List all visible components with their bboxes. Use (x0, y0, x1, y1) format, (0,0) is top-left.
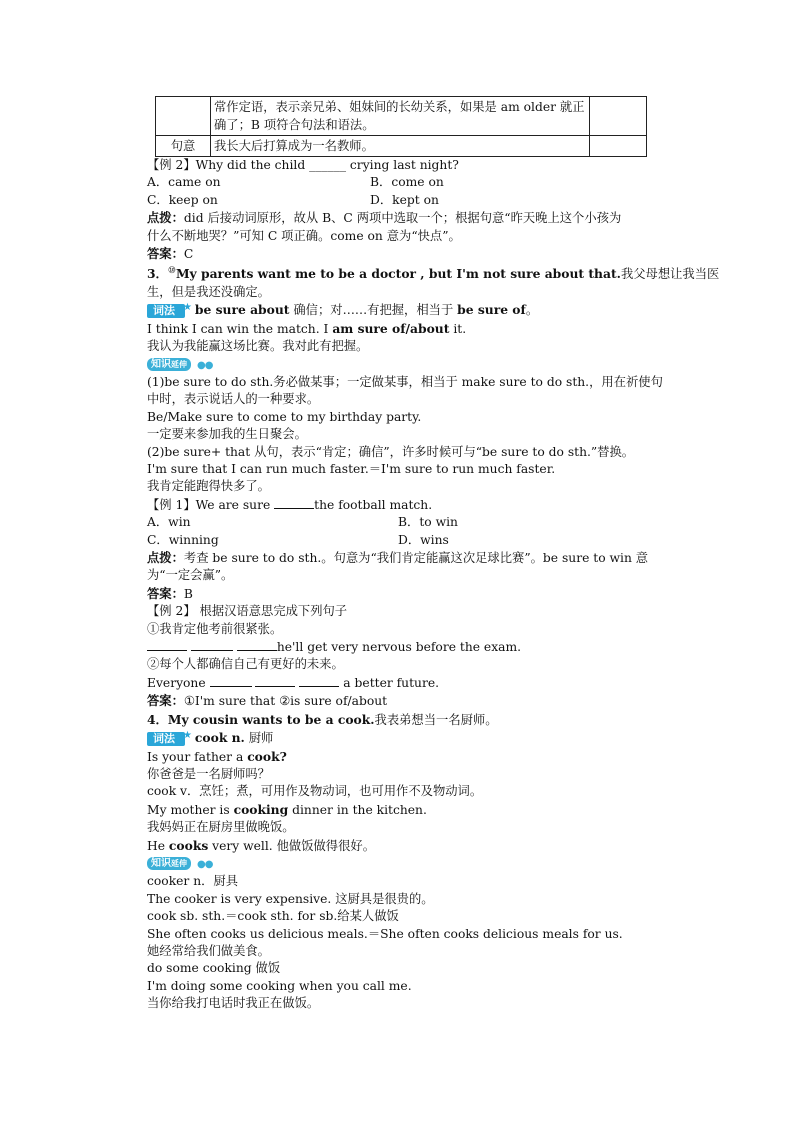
ext-line: 当你给我打电话时我正在做饭。 (147, 996, 320, 1011)
ext-line: (2)be sure+ that 从句，表示“肯定；确信”，许多时候可与“be sure to do sth.”替换。 (147, 444, 635, 459)
sentence-number: 4． (147, 711, 168, 727)
answer-blank (255, 674, 295, 687)
answer-line (147, 692, 677, 710)
example-bold: am sure of/about (332, 320, 450, 336)
knowledge-badge (147, 358, 191, 371)
ext-line: 中时，表示说话人的一种要求。 (147, 392, 320, 407)
ext-line: (1)be sure to do sth.务必做某事；一定做某事，相当于 make sure to do sth.，用在祈使句 (147, 374, 663, 389)
vocab-meaning: 厨师 (244, 731, 274, 746)
answer-value: C (183, 247, 194, 262)
hint-line (147, 209, 677, 227)
vocab-example (147, 748, 677, 766)
hint-label: 点拨： (147, 210, 184, 226)
example-text: He (147, 838, 169, 853)
example-options-row (147, 192, 677, 209)
example-options-row (147, 174, 677, 191)
ext-line: The cooker is very expensive. 这厨具是很贵的。 (147, 891, 434, 906)
knowledge-ext-heading (147, 356, 677, 374)
vocab-example (147, 837, 677, 855)
item-1-cn: ①我肯定他考前很紧张。 (147, 621, 283, 636)
ext-example-cn: 一定要来参加我的生日聚会。 (147, 427, 307, 442)
dots-icon: ●● (197, 858, 213, 870)
example-text-end: it. (449, 321, 467, 336)
punct: 。 (525, 303, 539, 318)
table-cell: 常作定语，表示亲兄弟、姐妹间的长幼关系，如果是 am older 就正确了；B 项符合句法和语法。 (211, 97, 590, 136)
ext-line: 她经常给我们做美食。 (147, 943, 270, 958)
option-a: A．win (147, 515, 191, 530)
vocab-example (147, 320, 677, 338)
table-cell (590, 97, 647, 136)
option-c: C．winning (147, 532, 219, 547)
hint-line-2: 什么不断地哭？”可知 C 项正确。come on 意为“快点”。 (147, 228, 461, 243)
answer-blank (237, 638, 277, 651)
sentence-chinese: 我父母想让我当医 (620, 267, 720, 282)
table-row (156, 136, 647, 157)
answer-value: ①I'm sure that ②is sure of/about (183, 694, 388, 709)
knowledge-badge (147, 857, 191, 870)
ext-example: I'm sure that I can run much faster.＝I'm sure to run much faster. (147, 462, 556, 476)
example-bold: cooking (233, 801, 289, 817)
question-text: 【例 1】We are sure (147, 497, 275, 512)
answer-label: 答案： (147, 246, 184, 262)
option-c: C．keep on (147, 192, 218, 207)
answer-label: 答案： (147, 585, 184, 601)
table-cell: 句意 (156, 136, 211, 157)
badge-text: 知识 (151, 358, 171, 370)
example-options-row (147, 514, 677, 531)
badge-text: 知识 (151, 857, 171, 869)
ext-line: I'm doing some cooking when you call me. (147, 978, 412, 993)
knowledge-ext-heading (147, 855, 677, 873)
ext-example: Be/Make sure to come to my birthday party. (147, 409, 422, 424)
vocab-term: be sure about (194, 302, 290, 318)
option-b: B．to win (398, 515, 458, 530)
item-2-cn: ②每个人都确信自己有更好的未来。 (147, 657, 344, 672)
sentence-4 (147, 711, 677, 729)
answer-value: B (183, 586, 193, 601)
table-cell: 我长大后打算成为一名教师。 (211, 136, 590, 157)
vocab-example-cn: 我认为我能赢这场比赛。我对此有把握。 (147, 339, 369, 354)
ext-example-cn: 我肯定能跑得快多了。 (147, 479, 270, 494)
option-d: D．wins (398, 532, 449, 547)
sentence-number: 3． (147, 266, 168, 282)
question-text-end: the football match. (314, 497, 433, 512)
answer-blank (147, 638, 187, 651)
example-bold: cook? (247, 748, 287, 764)
vocab-heading (147, 729, 677, 747)
ext-line: She often cooks us delicious meals.＝She often cooks delicious meals for us. (147, 926, 623, 941)
cifa-badge: 词法 ★ (147, 732, 185, 746)
dots-icon: ●● (197, 359, 213, 371)
example-text: My mother is (147, 802, 234, 817)
vocab-meaning: 确信；对……有把握，相当于 (289, 303, 458, 318)
hint-label: 点拨： (147, 550, 184, 566)
answer-blank (210, 674, 252, 687)
sentence-3 (147, 263, 720, 284)
cifa-badge: 词法 ★ (147, 304, 185, 318)
item-1-en (147, 638, 677, 656)
example-text-end: dinner in the kitchen. (288, 802, 427, 817)
example-text: Is your father a (147, 749, 248, 764)
vocab-note: cook v．烹饪；煮，可用作及物动词，也可用作不及物动词。 (147, 784, 483, 799)
badge-subtext: 延伸 (171, 359, 187, 369)
example-question: 【例 2】 根据汉语意思完成下列句子 (147, 604, 348, 619)
ext-line: cook sb. sth.＝cook sth. for sb.给某人做饭 (147, 909, 399, 924)
option-d: D．kept on (370, 192, 439, 207)
hint-text: 考查 be sure to do sth.。句意为“我们肯定能赢这次足球比赛”。be sure to win 意 (183, 551, 649, 566)
page-content (147, 96, 720, 1013)
sentence-english: My cousin wants to be a cook. (167, 711, 375, 727)
example-bold: cooks (168, 837, 209, 853)
answer-label: 答案： (147, 693, 184, 709)
example-text: I think I can win the match. I (147, 321, 333, 336)
explanation-table (155, 96, 647, 157)
hint-text: did 后接动词原形，故从 B、C 两项中选取一个；根据句意“昨天晚上这个小孩为 (183, 211, 622, 226)
example-text-end: very well. 他做饭做得很好。 (208, 838, 375, 853)
badge-subtext: 延伸 (171, 858, 187, 868)
item-text-end: a better future. (339, 675, 440, 690)
sentence-3-cont: 生，但是我还没确定。 (147, 284, 270, 299)
vocab-heading (147, 301, 677, 319)
circled-mark: ⑩ (167, 266, 176, 277)
example-question: 【例 2】Why did the child ______ crying last night? (147, 158, 459, 172)
answer-blank (299, 674, 339, 687)
table-cell (156, 97, 211, 136)
item-text: Everyone (147, 675, 210, 690)
vocab-equivalent: be sure of (457, 302, 526, 318)
sentence-english: My parents want me to be a doctor , but I'm not sure about that. (175, 266, 621, 282)
vocab-term: cook n. (194, 730, 245, 746)
vocab-example (147, 801, 677, 819)
option-b: B．come on (370, 175, 444, 190)
option-a: A．came on (147, 175, 221, 190)
sentence-chinese: 我表弟想当一名厨师。 (374, 712, 498, 727)
example-question (147, 496, 677, 514)
vocab-example-cn: 你爸爸是一名厨师吗？ (147, 766, 270, 781)
hint-line (147, 549, 677, 567)
example-options-row (147, 532, 677, 549)
vocab-example-cn: 我妈妈正在厨房里做晚饭。 (147, 820, 295, 835)
answer-line (147, 245, 677, 263)
ext-line: cooker n．厨具 (147, 874, 239, 889)
answer-line (147, 585, 677, 603)
table-cell (590, 136, 647, 157)
item-2-en (147, 674, 677, 692)
item-text: he'll get very nervous before the exam. (276, 640, 522, 655)
hint-line-2: 为“一定会赢”。 (147, 568, 234, 583)
answer-blank (191, 638, 233, 651)
ext-line: do some cooking 做饭 (147, 961, 281, 976)
answer-blank (274, 496, 314, 509)
table-row (156, 97, 647, 136)
